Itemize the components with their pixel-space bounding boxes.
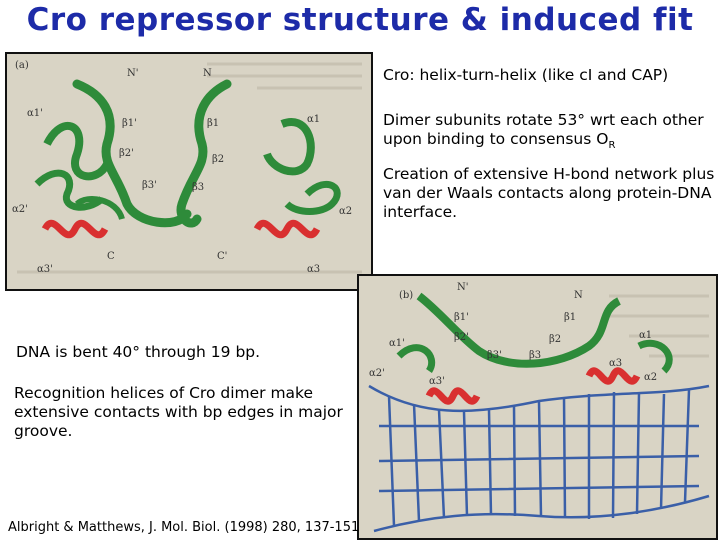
- cro-dna-complex-image: [359, 276, 716, 538]
- label-b-beta1-prime: β1': [454, 312, 469, 323]
- dimer-rotation-bullet: [383, 111, 718, 155]
- label-beta1-prime: β1': [122, 118, 137, 129]
- label-b-beta2-prime: β2': [454, 332, 469, 343]
- label-n: N: [203, 68, 212, 79]
- label-b-beta3-prime: β3': [487, 350, 502, 361]
- label-c: C: [107, 251, 115, 262]
- label-alpha1: α1: [307, 114, 321, 125]
- label-c-prime: C': [217, 251, 228, 262]
- label-beta2: β2: [212, 154, 225, 165]
- label-b-alpha1-prime: α1': [389, 338, 405, 349]
- label-b-beta1: β1: [564, 312, 577, 323]
- cro-dna-complex-figure: [357, 274, 718, 540]
- cro-dimer-structure-figure: [5, 52, 373, 291]
- label-b-alpha2: α2: [644, 372, 658, 383]
- recognition-helices-bullet: Recognition helices of Cro dimer make extensive contacts with bp edges in major groove.: [14, 384, 343, 440]
- label-b-alpha1: α1: [639, 330, 653, 341]
- label-b-beta2: β2: [549, 334, 562, 345]
- citation: Albright & Matthews, J. Mol. Biol. (1998) 280, 137-151: [8, 520, 360, 535]
- label-b-alpha2-prime: α2': [369, 368, 385, 379]
- label-beta2-prime: β2': [119, 148, 134, 159]
- label-alpha3-prime: α3': [37, 264, 53, 275]
- label-alpha2: α2: [339, 206, 353, 217]
- hbond-network-bullet: Creation of extensive H-bond network plus van der Waals contacts along protein-DNA interface.: [383, 165, 715, 221]
- label-beta3-prime: β3': [142, 180, 157, 191]
- label-alpha3: α3: [307, 264, 321, 275]
- cro-dimer-ribbon-image: [7, 54, 371, 289]
- label-alpha1-prime: α1': [27, 108, 43, 119]
- cro-hth-bullet: Cro: helix-turn-helix (like cI and CAP): [383, 66, 669, 84]
- label-b-alpha3: α3: [609, 358, 623, 369]
- dna-bent-bullet: DNA is bent 40° through 19 bp.: [16, 343, 261, 361]
- label-n-prime: N': [127, 68, 139, 79]
- operator-subscript: R: [608, 140, 616, 152]
- label-beta3: β3: [192, 182, 205, 193]
- panel-label-b: (b): [399, 290, 414, 301]
- label-beta1: β1: [207, 118, 220, 129]
- label-b-beta3: β3: [529, 350, 542, 361]
- label-alpha2-prime: α2': [12, 204, 28, 215]
- label-b-n: N: [574, 290, 583, 301]
- panel-label-a: (a): [15, 60, 29, 71]
- label-b-alpha3-prime: α3': [429, 376, 445, 387]
- dimer-rotation-text: Dimer subunits rotate 53° wrt each other upon binding to consensus O: [383, 111, 704, 148]
- label-b-n-prime: N': [457, 282, 469, 293]
- slide-title: Cro repressor structure & induced fit: [26, 2, 694, 38]
